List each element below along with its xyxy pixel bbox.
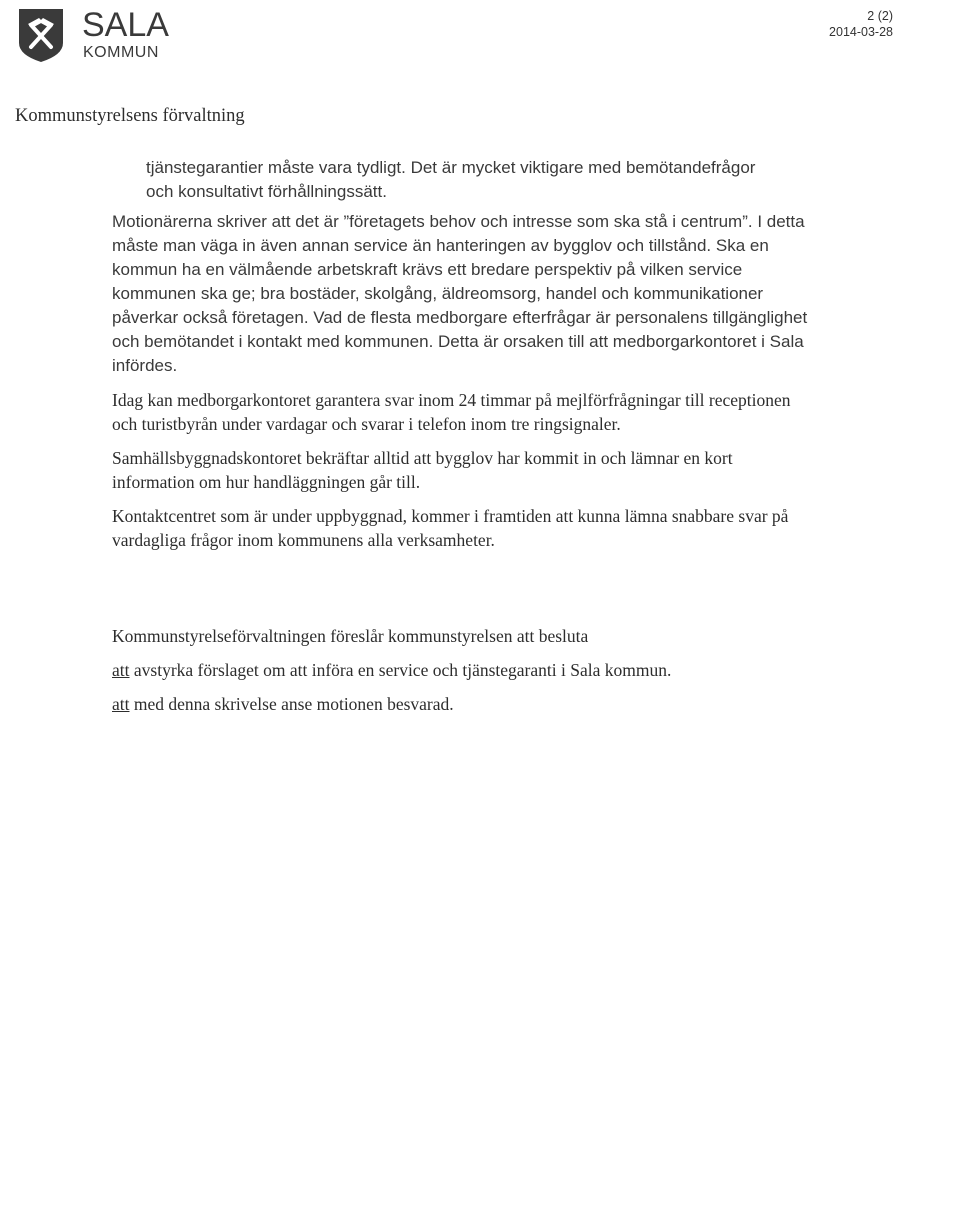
page-number: 2 (2)	[867, 9, 893, 23]
logo	[17, 7, 167, 65]
proposal-item	[112, 658, 832, 682]
paragraph: Kontaktcentret som är under uppbyggnad, kommer i framtiden att kunna lämna snabbare svar på vardagliga frågor inom kommunens alla verksamheter.	[112, 506, 789, 550]
continued-paragraph: tjänstegarantier måste vara tydligt. Det är mycket viktigare med bemötandefrågor och konsultativt förhållningssätt.	[146, 158, 756, 201]
paragraph: Idag kan medborgarkontoret garantera svar inom 24 timmar på mejlförfrågningar till receptionen och turistbyrån under vardagar och svarar i telefon inom tre ringsignaler.	[112, 390, 791, 434]
page-meta	[829, 8, 893, 40]
organization-name: Kommunstyrelsens förvaltning	[15, 106, 245, 126]
paragraph: Motionärerna skriver att det är ”företagets behov och intresse som ska stå i centrum”. I detta måste man väga in även annan service än hanteringen av bygglov och tillstånd. Ska en kommun ha en välmående arbetskraft krävs ett bredare perspektiv på vilken service kommunen ska ge; bra bostäder, skolgång, äldreomsorg, handel och kommunikationer påverkar också företagen. Vad de flesta medborgare efterfrågar är personalens tillgänglighet och bemötandet i kontakt med kommunen. Detta är orsaken till att medborgarkontoret i Sala infördes.	[112, 212, 808, 375]
decision-proposal	[112, 624, 832, 726]
sala-crest-icon	[17, 7, 65, 63]
document-body	[112, 210, 812, 562]
proposal-keyword: att	[112, 660, 130, 680]
proposal-text: med denna skrivelse anse motionen besvarad.	[129, 694, 454, 714]
logo-subtitle: KOMMUN	[83, 44, 159, 61]
proposal-text: avstyrka förslaget om att införa en service och tjänstegaranti i Sala kommun.	[129, 660, 672, 680]
proposal-keyword: att	[112, 694, 130, 714]
proposal-item	[112, 692, 832, 716]
logo-wordmark: SALA	[82, 6, 169, 44]
proposal-intro: Kommunstyrelseförvaltningen föreslår kommunstyrelsen att besluta	[112, 626, 589, 646]
document-date: 2014-03-28	[829, 25, 893, 39]
paragraph: Samhällsbyggnadskontoret bekräftar alltid att bygglov har kommit in och lämnar en kort information om hur handläggningen går till.	[112, 448, 733, 492]
